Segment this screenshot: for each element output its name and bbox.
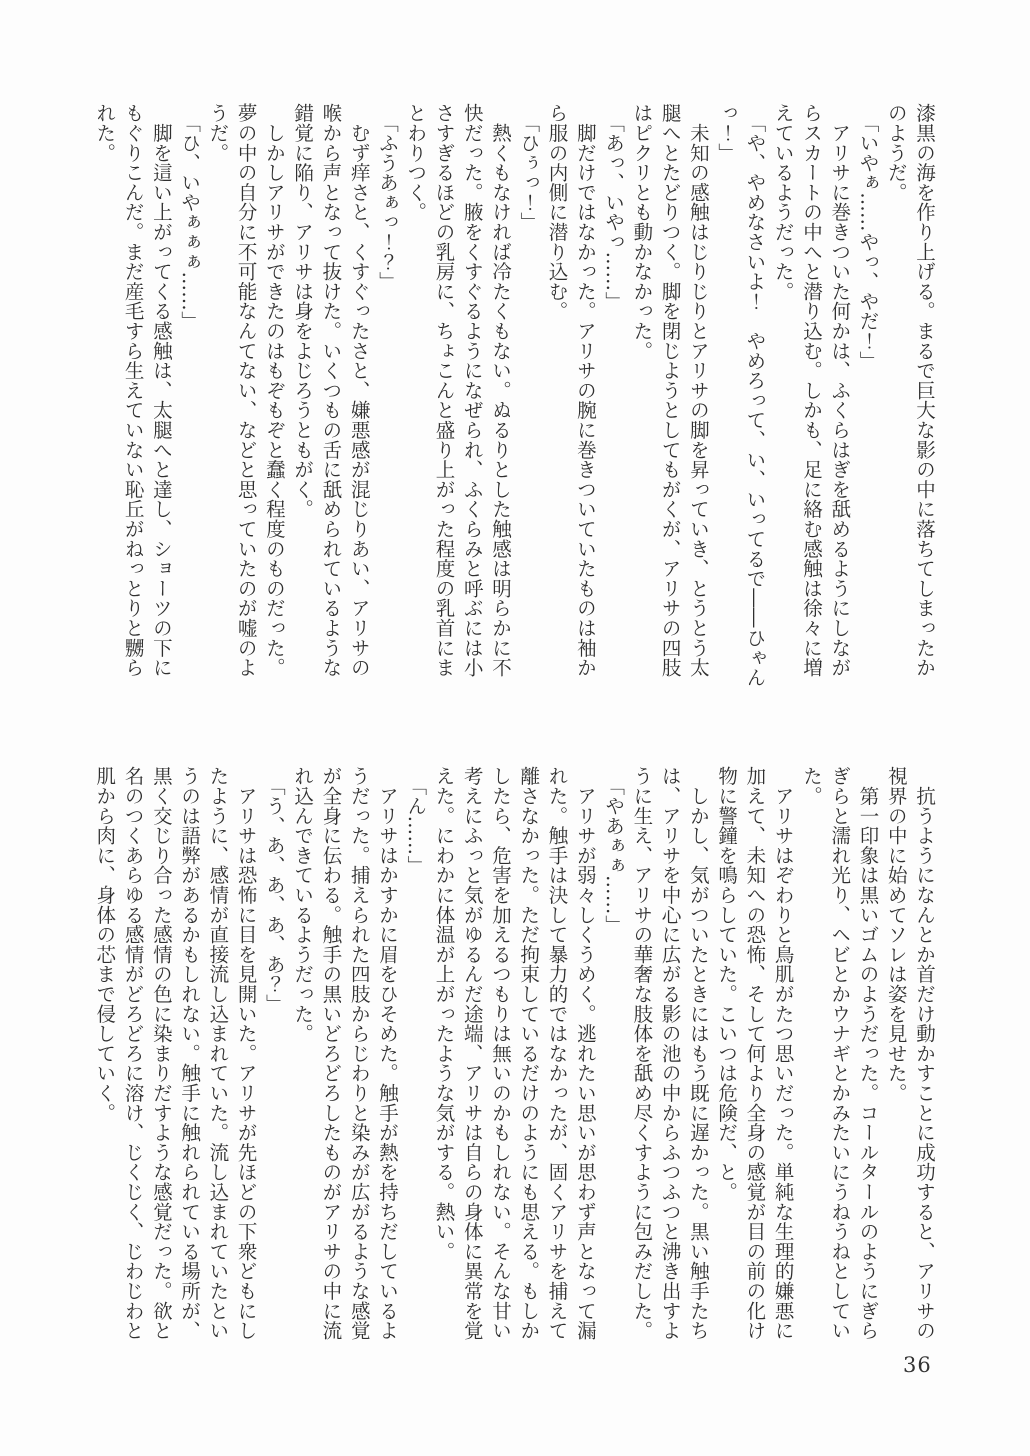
text-line: とわりつく。	[404, 103, 428, 222]
text-block-top	[90, 103, 938, 695]
text-line: 名のつくあらゆる感情がどろどろに溶け、じくじく、じわじわと	[121, 766, 145, 1341]
text-line: ら服の内側に潜り込む。	[545, 103, 569, 321]
text-line: 「ひ、いやぁぁぁ……」	[178, 103, 202, 331]
text-line: 抗うようになんとか首だけ動かすことに成功すると、アリサの	[913, 766, 936, 1341]
text-line: うのは語弊があるかもしれない。触手に触れられている場所が、	[178, 766, 202, 1341]
text-line: 「ひぅっ！」	[517, 103, 541, 232]
page-number: 36	[903, 1353, 932, 1377]
text-line: 黒く交じり合った感情の色に染まりだすような感覚だった。欲と	[149, 766, 173, 1341]
text-line: もぐりこんだ。まだ産毛すら生えていない恥丘がねっとりと嬲ら	[121, 103, 145, 678]
text-line: たように、感情が直接流し込まれていた。流し込まれていたとい	[206, 766, 230, 1341]
text-line: れ込んできているようだった。	[291, 766, 315, 1044]
text-line: っ！」	[715, 103, 739, 163]
text-line: アリサはぞわりと鳥肌がたつ思いだった。単純な生理的嫌悪に	[771, 766, 795, 1341]
text-line: うだった。捕えられた四肢からじわりと染みが広がるような感覚	[347, 766, 371, 1341]
text-line: うだ。	[206, 103, 230, 163]
text-line: らスカートの中へと潜り込む。しかも、足に絡む感触は徐々に増	[799, 103, 823, 678]
text-line: 「ん……」	[404, 766, 428, 876]
text-line: 物に警鐘を鳴らしていた。こいつは危険だ、と。	[715, 766, 739, 1202]
text-line: はピクリとも動かなかった。	[630, 103, 654, 361]
text-line: 「う、あ、あ、あ、あ？」	[262, 766, 286, 1014]
text-line: 視界の中に始めてソレは姿を見せた。	[884, 766, 908, 1103]
text-line: さすぎるほどの乳房に、ちょこんと盛り上がった程度の乳首にま	[432, 103, 456, 678]
text-line: しかし、気がついたときにはもう既に遅かった。黒い触手たち	[686, 766, 710, 1341]
text-line: えた。にわかに体温が上がったような気がする。熱い。	[432, 766, 456, 1261]
text-line: アリサが弱々しくうめく。逃れたい思いが思わず声となって漏	[573, 766, 597, 1341]
text-line: 「ふうあぁっ！？」	[375, 103, 399, 292]
text-line: アリサは恐怖に目を見開いた。アリサが先ほどの下衆どもにし	[234, 766, 258, 1341]
text-line: 考えにふっと気がゆるんだ途端、アリサは自らの身体に異常を覚	[460, 766, 484, 1341]
text-line: 第一印象は黒いゴムのようだった。コールタールのようにぎら	[856, 766, 880, 1341]
text-line: 「や、やめなさいよ！ やめろって、い、いってるで――ひゃん	[743, 103, 767, 688]
text-line: 錯覚に陥り、アリサは身をよじろうともがく。	[291, 103, 315, 519]
text-line: れた。	[93, 103, 117, 163]
text-line: のようだ。	[884, 103, 908, 202]
text-line: したら、危害を加えるつもりは無いのかもしれない。そんな甘い	[489, 766, 513, 1341]
text-line: むず痒さと、くすぐったさと、嫌悪感が混じりあい、アリサの	[347, 103, 371, 678]
text-line: 「あっ、いやっ……」	[602, 103, 626, 312]
text-line: 肌から肉に、身体の芯まで侵していく。	[93, 766, 117, 1123]
text-line: 「やあぁぁ……」	[602, 766, 626, 935]
text-line: 未知の感触はじりじりとアリサの脚を昇っていき、とうとう太	[686, 103, 710, 678]
text-line: 「いやぁ……やっ、やだ！」	[856, 103, 880, 371]
text-line: 腿へとたどりつく。脚を閉じようとしてもがくが、アリサの四肢	[658, 103, 682, 678]
text-line: が全身に伝わる。触手の黒いどろどろしたものがアリサの中に流	[319, 766, 343, 1341]
text-line: アリサに巻きついた何かは、ふくらはぎを舐めるようにしなが	[828, 103, 852, 678]
text-line: しかしアリサができたのはもぞもぞと蠢く程度のものだった。	[262, 103, 286, 678]
text-line: 離さなかった。ただ拘束しているだけのようにも思える。もしか	[517, 766, 541, 1341]
text-line: アリサはかすかに眉をひそめた。触手が熱を持ちだしているよ	[375, 766, 399, 1341]
text-line: 快だった。腋をくすぐるようになぜられ、ふくらみと呼ぶには小	[460, 103, 484, 678]
text-line: 脚を這い上がってくる感触は、太腿へと達し、ショーツの下に	[149, 103, 173, 678]
text-line: 加えて、未知への恐怖、そして何より全身の感覚が目の前の化け	[743, 766, 767, 1341]
text-line: 熱くもなければ冷たくもない。ぬるりとした触感は明らかに不	[489, 103, 513, 678]
text-line: 夢の中の自分に不可能なんてない、などと思っていたのが嘘のよ	[234, 103, 258, 678]
text-line: 脚だけではなかった。アリサの腕に巻きついていたものは袖か	[573, 103, 597, 678]
text-line: は、アリサを中心に広がる影の池の中からふつふつと沸き出すよ	[658, 766, 682, 1341]
text-line: 漆黒の海を作り上げる。まるで巨大な影の中に落ちてしまったか	[913, 103, 936, 678]
text-line: うに生え、アリサの華奢な肢体を舐め尽くすように包みだした。	[630, 766, 654, 1341]
text-line: 喉から声となって抜けた。いくつもの舌に舐められているような	[319, 103, 343, 678]
text-line: た。	[799, 766, 823, 806]
text-line: れた。触手は決して暴力的ではなかったが、固くアリサを捕えて	[545, 766, 569, 1341]
text-line: ぎらと濡れ光り、ヘビとかウナギとかみたいにうねうねとしてい	[828, 766, 852, 1341]
text-block-bottom	[90, 766, 938, 1358]
text-line: えているようだった。	[771, 103, 795, 301]
